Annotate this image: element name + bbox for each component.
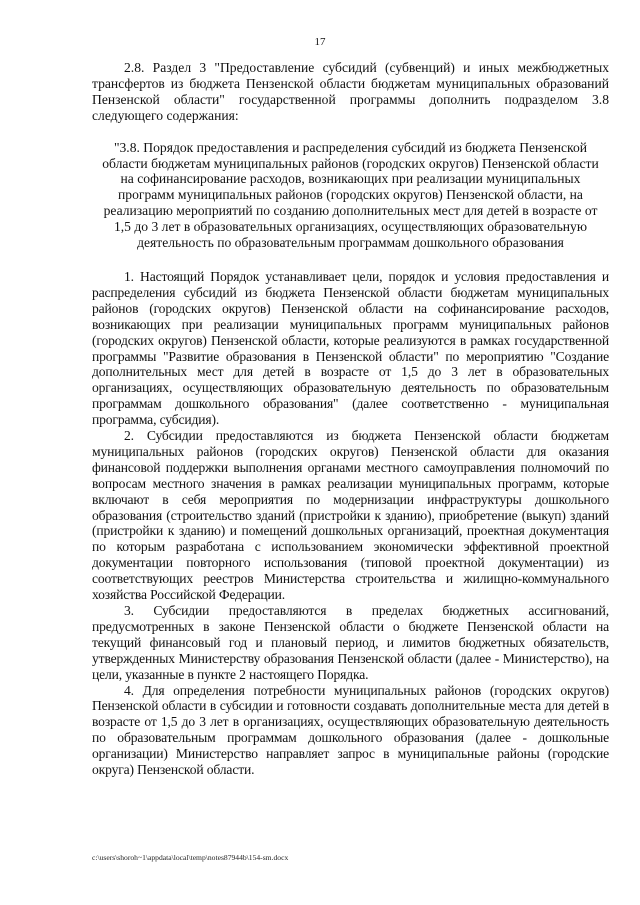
footer-file-path: c:\users\shoroh~1\appdata\local\temp\notes87944b\154-sm.docx bbox=[92, 853, 289, 862]
paragraph-item-4: 4. Для определения потребности муниципальных районов (городских округов) Пензенской области в субсидии и готовности создавать дополнительные места для детей в возрасте от 1,5 до 3 лет в организациях, осуществляющих образовательную деятельность по образовательным программам дошкольного образования (далее - дошкольные организации) Министерство направляет запрос в муниципальные районы (городские округа) Пензенской области. bbox=[92, 682, 609, 778]
section-heading: "3.8. Порядок предоставления и распределения субсидий из бюджета Пензенской области бюджетам муниципальных районов (городских округов) Пензенской области на софинансирование расходов, возникающих при реализации муниципальных программ муниципальных районов (городских округов) Пензенской области, на реализацию мероприятий по созданию дополнительных мест для детей в возрасте от 1,5 до 3 лет в образовательных организациях, осуществляющих образовательную деятельность по образовательным программам дошкольного образования bbox=[102, 139, 599, 251]
paragraph-item-2: 2. Субсидии предоставляются из бюджета Пензенской области бюджетам муниципальных районов (городских округов) Пензенской области для оказания финансовой поддержки выполнения органами местного самоуправления полномочий по вопросам местного значения в рамках реализации муниципальных программ, которые включают в себя мероприятия по модернизации инфраструктуры дошкольного образования (строительство зданий (пристройки к зданию), приобретение (выкуп) зданий (пристройки к зданию) и помещений дошкольных организаций, проектная документация по которым разработана с использованием экономически эффективной проектной документации повторного использования (типовой проектной документации) из соответствующих реестров Министерства строительства и жилищно-коммунального хозяйства Российской Федерации. bbox=[92, 428, 609, 603]
paragraph-item-1: 1. Настоящий Порядок устанавливает цели, порядок и условия предоставления и распределения субсидий из бюджета Пензенской области бюджетам муниципальных районов (городских округов) Пензенской области на софинансирование расходов, возникающих при реализации муниципальных программ муниципальных районов (городских округов) Пензенской области, которые реализуются в рамках государственной программы "Развитие образования в Пензенской области" по мероприятию "Создание дополнительных мест для детей в возрасте от 1,5 до 3 лет в образовательных организациях, осуществляющих образовательную деятельность по образовательным программам дошкольного образования" (далее соответственно - муниципальная программа, субсидия). bbox=[92, 268, 609, 428]
page-number: 17 bbox=[314, 36, 326, 48]
document-body bbox=[92, 60, 609, 778]
paragraph-item-3: 3. Субсидии предоставляются в пределах бюджетных ассигнований, предусмотренных в законе Пензенской области о бюджете Пензенской области на текущий финансовый год и плановый период, и лимитов бюджетных обязательств, утвержденных Министерству образования Пензенской области (далее - Министерство), на цели, указанные в пункте 2 настоящего Порядка. bbox=[92, 603, 609, 682]
intro-paragraph: 2.8. Раздел 3 "Предоставление субсидий (субвенций) и иных межбюджетных трансфертов из бюджета Пензенской области бюджетам муниципальных образований Пензенской области" государственной программы дополнить подразделом 3.8 следующего содержания: bbox=[92, 60, 609, 123]
